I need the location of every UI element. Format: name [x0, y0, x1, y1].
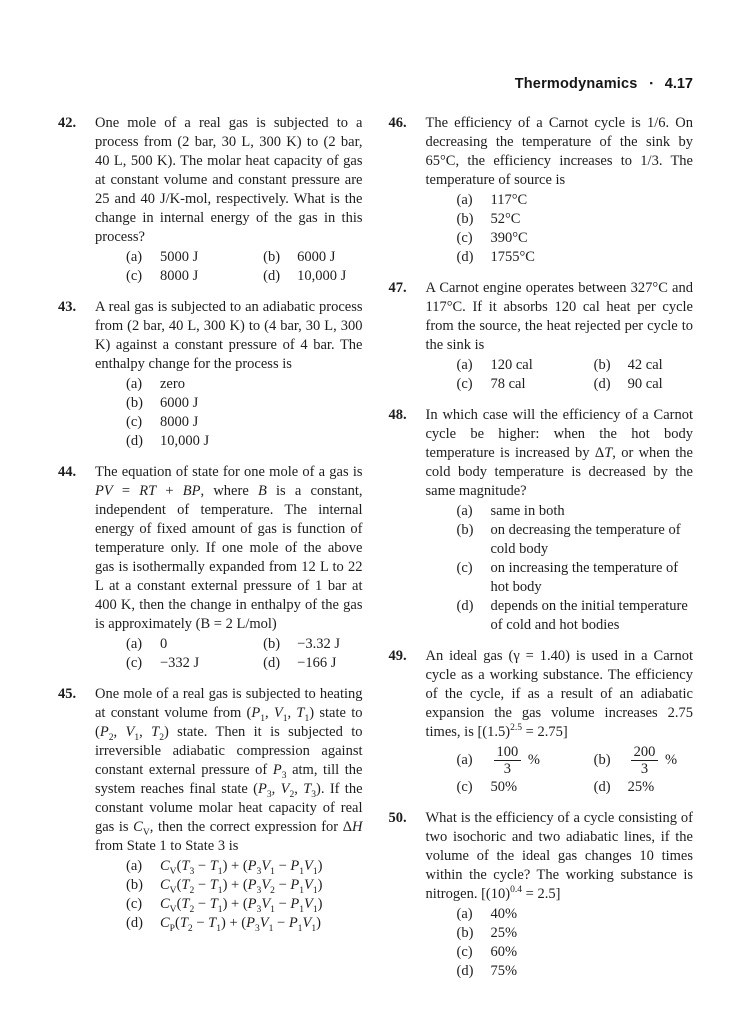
question-47-option-c [457, 375, 594, 394]
option-text: 40% [490, 906, 518, 923]
option-text: same in both [490, 503, 565, 519]
question-47-body [426, 279, 694, 394]
question-45-text: One mole of a real gas is subjected to heating at constant volume from ($P_1$, $V_1$, $T_1$) state to ($P_2$, $V_1$, $T_2$) state. Then it is subjected to irreversible adiabatic compression against constant external pressure of $P_3$ atm, till the system reaches final state ($P_3$, $V_2$, $T_3$). If the constant volume molar heat capacity of real gas is $C_V$, then the correct expression for ΔH from State 1 to State 3 is [95, 686, 363, 854]
question-45-option-d [126, 914, 363, 933]
question-46-option-c [457, 229, 694, 248]
option-label: (c) [456, 560, 473, 576]
question-42-option-c [126, 267, 263, 286]
question-44-number: 44. [58, 464, 77, 480]
option-label: (c) [126, 896, 143, 912]
page-header [58, 76, 693, 92]
right-column [389, 114, 694, 993]
option-label: (d) [593, 376, 611, 392]
question-46-options [426, 191, 694, 267]
question-42-option-b [263, 248, 362, 267]
question-44-options [95, 635, 363, 673]
question-46-option-b [457, 210, 694, 229]
option-text: $C_V(T_2 - T_1) + (P_3V_1 - P_1V_1)$ [160, 896, 323, 915]
option-text: 60% [490, 944, 518, 961]
question-46-number: 46. [388, 115, 407, 131]
question-44-option-d [263, 654, 362, 673]
question-48-option-a [457, 502, 694, 521]
option-text: $\frac{200}{3}$ % [628, 743, 693, 778]
option-label: (b) [263, 249, 281, 265]
option-text: 1755°C [490, 249, 535, 265]
option-text: 6000 J [297, 249, 336, 265]
option-label: (a) [126, 376, 143, 392]
option-text: 50% [490, 779, 518, 796]
option-label: (a) [456, 192, 473, 208]
option-text: $C_P(T_2 - T_1) + (P_3V_1 - P_1V_1)$ [160, 915, 321, 934]
option-label: (a) [126, 249, 143, 265]
question-43-option-a [126, 375, 363, 394]
question-42-option-d [263, 267, 362, 286]
option-text: 6000 J [160, 395, 199, 411]
question-50-text: What is the efficiency of a cycle consisting of two isochoric and two adiabatic lines, if the volume of the ideal gas changes 10 times within the cycle? The working substance is nitrogen. $[(10)^{0.4} = 2.5]$ [425, 810, 693, 903]
option-label: (d) [126, 915, 143, 931]
question-43-option-d [126, 432, 363, 451]
option-text: on increasing the temperature of hot body [490, 560, 679, 595]
option-label: (d) [126, 433, 143, 449]
option-label: (a) [126, 636, 143, 652]
question-50-number: 50. [388, 810, 407, 827]
option-label: (c) [456, 944, 473, 961]
option-label: (d) [263, 268, 281, 284]
option-label: (c) [456, 376, 473, 392]
question-50-option-d [457, 962, 694, 981]
question-48-body [426, 406, 694, 635]
option-text: 8000 J [160, 268, 199, 284]
option-label: (c) [456, 230, 473, 246]
question-50-option-b [457, 924, 694, 943]
option-text: 8000 J [160, 414, 199, 430]
option-text: 117°C [490, 192, 528, 208]
question-50-options [426, 905, 694, 981]
option-label: (b) [126, 395, 143, 411]
option-text: 5000 J [160, 249, 199, 265]
option-label: (a) [456, 906, 473, 923]
question-43-text: A real gas is subjected to an adiabatic process from (2 bar, 40 L, 300 K) to (4 bar, 30 L, 300 K) against a constant pressure of 4 bar. The enthalpy change for the process is [95, 299, 363, 372]
question-42-number: 42. [58, 115, 77, 131]
option-text: $C_V(T_2 - T_1) + (P_3V_2 - P_1V_1)$ [160, 877, 323, 896]
option-text: on decreasing the temperature of cold body [490, 522, 681, 557]
option-label: (b) [456, 211, 474, 227]
question-48-option-c [457, 559, 694, 597]
question-45-option-a [126, 857, 363, 876]
two-column-layout [58, 114, 693, 993]
question-48-option-d [457, 597, 694, 635]
option-label: (c) [126, 268, 143, 284]
option-text: depends on the initial temperature of cold and hot bodies [490, 598, 688, 633]
option-text: −332 J [160, 655, 200, 671]
question-47-text: A Carnot engine operates between 327°C and 117°C. If it absorbs 120 cal heat per cycle from the source, the heat rejected per cycle to the sink is [425, 280, 693, 353]
option-label: (b) [456, 522, 474, 538]
question-42-option-a [126, 248, 263, 267]
question-44 [58, 463, 363, 673]
option-label: (a) [456, 357, 473, 373]
question-47-option-a [457, 356, 594, 375]
question-45-options [95, 857, 363, 933]
question-49-option-b [594, 743, 693, 778]
question-45-option-b [126, 876, 363, 895]
chapter-title: Thermodynamics [514, 76, 638, 92]
option-label: (d) [456, 963, 474, 980]
question-44-option-c [126, 654, 263, 673]
question-46-option-d [457, 248, 694, 267]
question-47-option-b [594, 356, 693, 375]
question-47-option-d [594, 375, 693, 394]
question-47 [389, 279, 694, 394]
option-label: (b) [263, 636, 281, 652]
option-text: −3.32 J [297, 636, 340, 652]
option-text: $\frac{100}{3}$ % [491, 743, 594, 778]
option-text: 10,000 J [160, 433, 210, 449]
option-text: zero [160, 376, 185, 392]
question-43-number: 43. [58, 299, 77, 315]
option-label: (c) [126, 414, 143, 430]
option-text: 390°C [490, 230, 528, 246]
question-42 [58, 114, 363, 286]
left-column [58, 114, 363, 993]
question-45-option-c [126, 895, 363, 914]
question-44-text: The equation of state for one mole of a gas is PV = RT + BP, where B is a constant, independent of temperature. The internal energy of fixed amount of gas is function of temperature only. If one mole of the above gas is isothermally expanded from 12 L to 22 L at a constant external pressure of 1 bar at 400 K, then the change in enthalpy of the gas is approximately (B = 2 L/mol) [95, 464, 363, 632]
question-49-option-c [457, 778, 594, 797]
question-50-option-c [457, 943, 694, 962]
question-48-option-b [457, 521, 694, 559]
option-label: (b) [593, 752, 611, 769]
question-47-number: 47. [388, 280, 407, 296]
option-text: $C_V(T_3 - T_1) + (P_3V_1 - P_1V_1)$ [160, 858, 323, 877]
option-label: (a) [126, 858, 143, 874]
question-44-option-a [126, 635, 263, 654]
question-49 [389, 647, 694, 797]
question-42-options [95, 248, 363, 286]
question-45-number: 45. [58, 686, 77, 702]
option-label: (b) [126, 877, 143, 893]
option-label: (b) [593, 357, 611, 373]
question-48-options [426, 502, 694, 635]
page-number: 4.17 [664, 76, 693, 92]
question-46 [389, 114, 694, 267]
question-42-text: One mole of a real gas is subjected to a process from (2 bar, 30 L, 300 K) to (2 bar, 40 L, 500 K). The molar heat capacity of gas at constant volume and constant pressure are 25 and 40 J/K-mol, respectively. What is the change in internal energy of the gas in this process? [95, 115, 363, 245]
option-label: (a) [456, 752, 473, 769]
option-label: (c) [126, 655, 143, 671]
question-42-body [95, 114, 363, 286]
question-46-body [426, 114, 694, 267]
question-49-number: 49. [388, 648, 407, 664]
option-label: (d) [263, 655, 281, 671]
question-45 [58, 685, 363, 933]
question-49-option-d [594, 778, 693, 797]
option-label: (b) [456, 925, 474, 942]
question-47-options [426, 356, 694, 394]
question-50-body [426, 809, 694, 981]
question-43-options [95, 375, 363, 451]
question-48-text: In which case will the efficiency of a Carnot cycle be higher: when the hot body temperature is increased by ΔT, or when the cold body temperature is decreased by the same magnitude? [425, 407, 693, 499]
option-text: 25% [627, 779, 655, 796]
question-45-body [95, 685, 363, 933]
option-text: 75% [490, 963, 518, 980]
question-49-text: An ideal gas (γ = 1.40) is used in a Carnot cycle as a working substance. The efficiency of the cycle, if as a result of an adiabatic expansion the gas volume increases 2.75 times, is $[(1.5)^{2.5} = 2.75]$ [425, 648, 693, 740]
question-46-text: The efficiency of a Carnot cycle is 1/6. On decreasing the temperature of the sink by 65°C, the efficiency increases to 1/3. The temperature of source is [425, 115, 693, 188]
option-label: (d) [456, 598, 474, 614]
option-text: 42 cal [627, 357, 663, 373]
option-text: 0 [160, 636, 168, 652]
option-text: 90 cal [627, 376, 663, 392]
bullet-separator-icon: ▪ [649, 77, 653, 88]
question-49-options [426, 743, 694, 797]
question-43 [58, 298, 363, 451]
question-46-option-a [457, 191, 694, 210]
option-text: 25% [490, 925, 518, 942]
question-50 [389, 809, 694, 981]
question-48 [389, 406, 694, 635]
question-49-option-a [457, 743, 594, 778]
question-43-option-b [126, 394, 363, 413]
option-label: (c) [456, 779, 473, 796]
option-text: 120 cal [490, 357, 533, 373]
question-43-body [95, 298, 363, 451]
question-44-option-b [263, 635, 362, 654]
question-50-option-a [457, 905, 694, 924]
option-text: 52°C [490, 211, 521, 227]
option-text: −166 J [297, 655, 337, 671]
question-43-option-c [126, 413, 363, 432]
question-49-body [426, 647, 694, 797]
option-text: 10,000 J [297, 268, 347, 284]
option-text: 78 cal [490, 376, 526, 392]
question-44-body [95, 463, 363, 673]
option-label: (d) [456, 249, 474, 265]
option-label: (a) [456, 503, 473, 519]
question-48-number: 48. [388, 407, 407, 423]
option-label: (d) [593, 779, 611, 796]
